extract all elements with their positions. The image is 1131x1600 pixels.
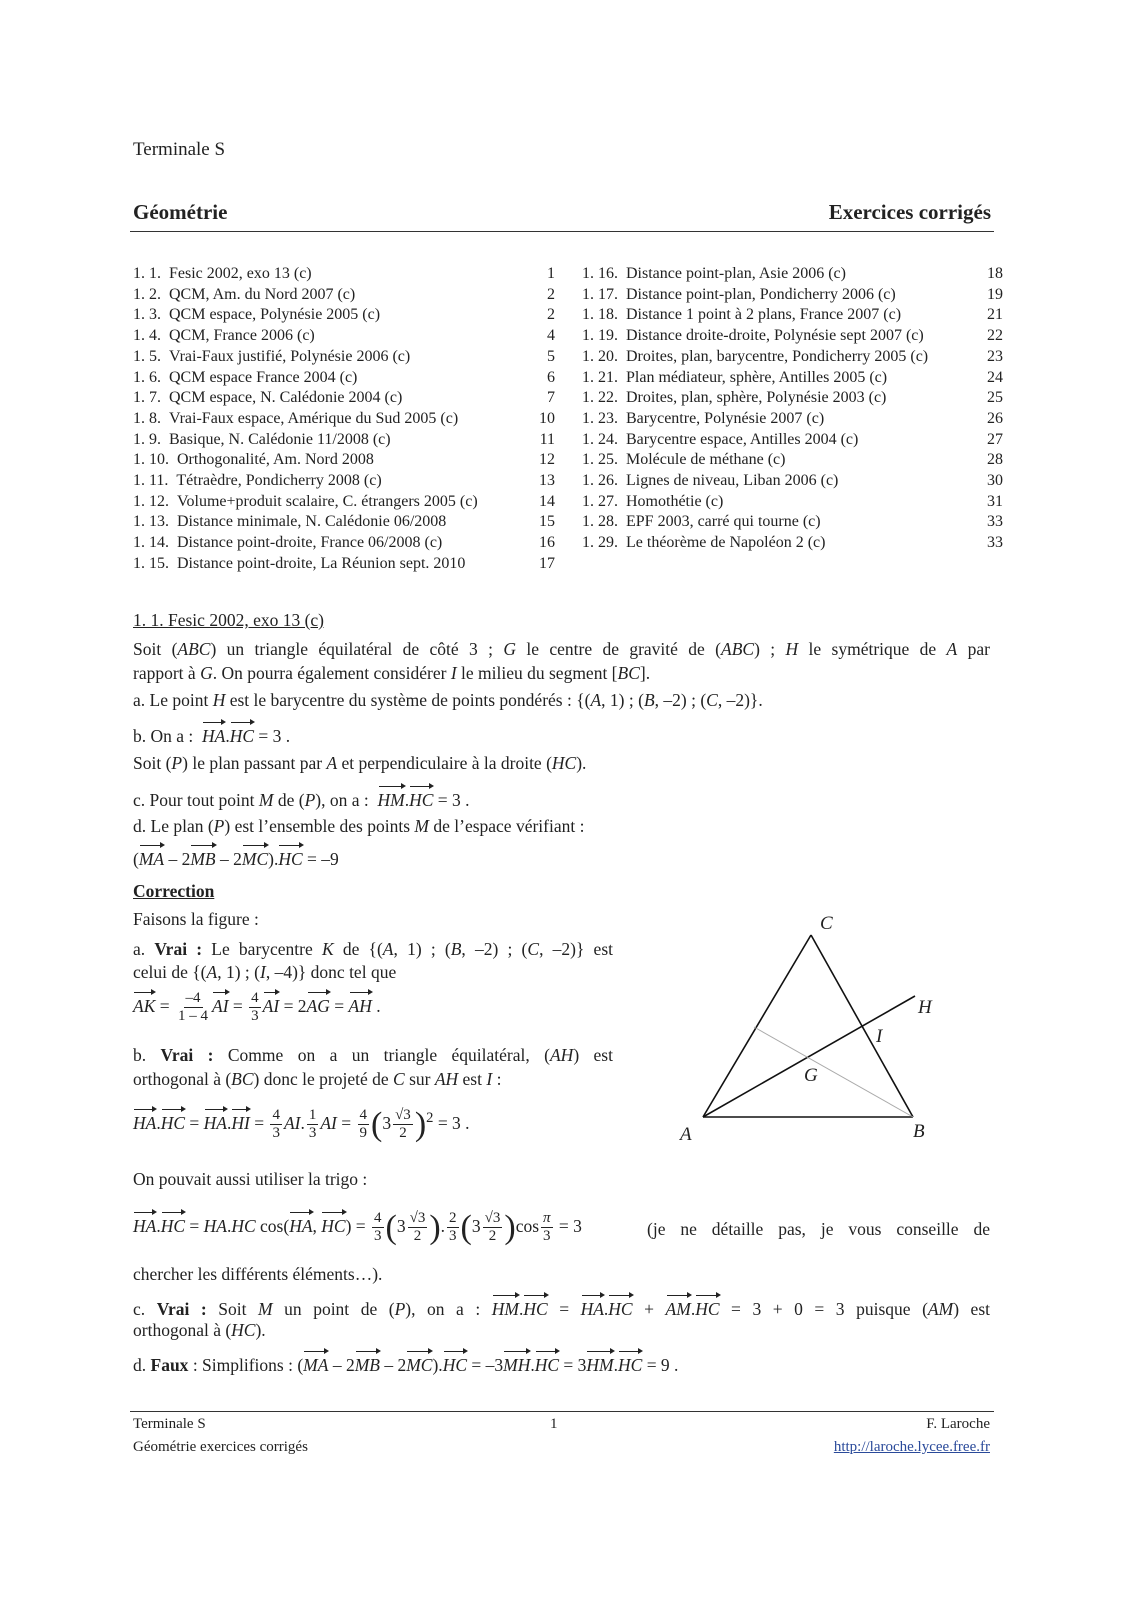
toc-item[interactable] <box>582 263 846 284</box>
statement-c: c. Pour tout point M de (P), on a : HM.HC = 3 . <box>133 784 470 812</box>
statement-line: Soit (ABC) un triangle équilatéral de côté 3 ; G le centre de gravité de (ABC) ; H le symétrique de A par <box>133 639 990 659</box>
toc-item-ref: 1. 22. <box>582 389 626 407</box>
side-ac <box>703 935 811 1117</box>
toc-item-title: EPF 2003, carré qui tourne (c) <box>626 513 821 531</box>
answer-c-line1: c. Vrai : Soit M un point de (P), on a : HM.HC = HA.HC + AM.HC = 3 + 0 = 3 puisque (AM) est <box>133 1293 990 1321</box>
toc-item-ref: 1. 12. <box>133 492 177 510</box>
median-bg <box>754 1027 913 1117</box>
toc-item-ref: 1. 6. <box>133 368 169 386</box>
toc-item-page: 16 <box>539 534 555 552</box>
toc-item-title: Plan médiateur, sphère, Antilles 2005 (c) <box>626 368 888 386</box>
toc-item[interactable] <box>133 511 446 532</box>
toc-item[interactable] <box>582 325 924 346</box>
label-a: A <box>680 1124 692 1145</box>
toc-item-page: 33 <box>987 513 1003 531</box>
toc-item-ref: 1. 17. <box>582 285 626 303</box>
toc-item-page: 17 <box>539 554 555 572</box>
toc-item[interactable] <box>133 346 410 367</box>
toc-item[interactable] <box>582 346 928 367</box>
toc-item-title: Molécule de méthane (c) <box>626 451 786 469</box>
toc-item-title: QCM, Am. du Nord 2007 (c) <box>169 285 356 303</box>
label-h: H <box>918 997 932 1018</box>
toc-item-title: QCM espace France 2004 (c) <box>169 368 358 386</box>
toc-item-title: Distance droite-droite, Polynésie sept 2007 (c) <box>626 327 924 345</box>
toc-item-page: 27 <box>987 430 1003 448</box>
toc-item-ref: 1. 29. <box>582 534 626 552</box>
toc-item-title: Distance minimale, N. Calédonie 06/2008 <box>177 513 447 531</box>
footer-subject: Géométrie exercices corrigés <box>133 1439 308 1455</box>
toc-item-page: 21 <box>987 306 1003 324</box>
page-number: 1 <box>550 1416 558 1432</box>
toc-item[interactable] <box>582 284 896 305</box>
faux-label: Faux <box>150 1355 189 1375</box>
toc-item[interactable] <box>133 284 355 305</box>
toc-item[interactable] <box>133 408 458 429</box>
statement-line: rapport à G. On pourra également considérer I le milieu du segment [BC]. <box>133 663 651 683</box>
triangle-figure <box>660 900 980 1160</box>
toc-item[interactable] <box>582 449 785 470</box>
toc-item-ref: 1. 18. <box>582 306 626 324</box>
toc-item-title: QCM, France 2006 (c) <box>169 327 315 345</box>
vrai-label: Vrai : <box>160 1045 214 1065</box>
toc-item[interactable] <box>133 387 402 408</box>
trigo-tail-1: (je ne détaille pas, je vous conseille de <box>647 1219 990 1239</box>
toc-item-ref: 1. 15. <box>133 554 177 572</box>
trigo-intro: On pouvait aussi utiliser la trigo : <box>133 1169 368 1189</box>
toc-item-ref: 1. 14. <box>133 534 177 552</box>
statement-b: b. On a : HA.HC = 3 . <box>133 720 290 748</box>
toc-item-title: Volume+produit scalaire, C. étrangers 2005 (c) <box>177 492 478 510</box>
footer-url-link[interactable]: http://laroche.lycee.free.fr <box>833 1439 990 1455</box>
toc-item-title: Barycentre espace, Antilles 2004 (c) <box>626 430 859 448</box>
toc-item-title: Tétraèdre, Pondicherry 2008 (c) <box>176 472 382 489</box>
toc-item[interactable] <box>133 470 382 491</box>
label-i: I <box>876 1026 883 1047</box>
toc-item-ref: 1. 20. <box>582 347 626 365</box>
toc-item-title: Barycentre, Polynésie 2007 (c) <box>626 409 825 427</box>
figure-intro: Faisons la figure : <box>133 909 259 929</box>
toc-item-ref: 1. 8. <box>133 409 169 427</box>
toc-item[interactable] <box>133 325 315 346</box>
toc-item-ref: 1. 23. <box>582 409 626 427</box>
toc-item-ref: 1. 26. <box>582 472 626 489</box>
toc-item-title: Distance point-droite, La Réunion sept. 2010 <box>177 554 466 572</box>
toc-item-page: 30 <box>987 472 1003 489</box>
toc-item-page: 13 <box>539 472 555 489</box>
toc-item-page: 14 <box>539 492 555 510</box>
toc-item-ref: 1. 25. <box>582 451 626 469</box>
statement-d: d. Le plan (P) est l’ensemble des points M de l’espace vérifiant : <box>133 816 585 836</box>
answer-d: d. Faux : Simplifions : (MA – 2MB – 2MC).HC = –3MH.HC = 3HM.HC = 9 . <box>133 1349 678 1377</box>
answer-b-eq: HA.HC = HA.HI = $\frac{4}{3}$ AI. $\frac{1}{3}$ AI = $\frac{4}{9}$ (3 $\frac{√3}{2}$ )$^2$ = 3 . <box>133 1105 470 1143</box>
toc-item-page: 24 <box>987 368 1003 386</box>
toc-item-page: 11 <box>539 430 555 448</box>
footer-rule <box>130 1411 994 1412</box>
toc-item[interactable] <box>582 408 824 429</box>
header-rule <box>130 231 994 232</box>
toc-item-page: 23 <box>987 347 1003 365</box>
line-ah <box>703 996 915 1117</box>
toc-item-ref: 1. 3. <box>133 306 169 324</box>
toc-item-ref: 1. 4. <box>133 327 169 345</box>
toc-item[interactable] <box>133 429 391 450</box>
toc-item-title: Orthogonalité, Am. Nord 2008 <box>177 451 374 469</box>
toc-item-title: Basique, N. Calédonie 11/2008 (c) <box>169 430 391 448</box>
toc-item-page: 7 <box>547 389 555 407</box>
answer-a-line2: celui de {(A, 1) ; (I, –4)} donc tel que <box>133 962 397 982</box>
toc-item-title: Distance point-droite, France 06/2008 (c) <box>177 534 443 552</box>
toc-item-page: 15 <box>539 513 555 531</box>
toc-item-page: 26 <box>987 409 1003 427</box>
answer-c-line2: orthogonal à (HC). <box>133 1320 266 1340</box>
exercise-heading[interactable]: 1. 1. Fesic 2002, exo 13 (c) <box>133 610 325 630</box>
doc-type: Exercices corrigés <box>828 200 991 224</box>
answer-a-eq: AK = $\frac{-4}{1 - 4}$ AI = $\frac{4}{3}$ AI = 2AG = AH . <box>133 990 381 1025</box>
toc-item-page: 1 <box>547 265 555 282</box>
toc-item-page: 10 <box>539 409 555 427</box>
vrai-label: Vrai : <box>156 1299 207 1319</box>
toc-item-ref: 1. 19. <box>582 327 626 345</box>
toc-item[interactable] <box>582 470 838 491</box>
footer-author: F. Laroche <box>926 1416 990 1432</box>
toc-item-ref: 1. 9. <box>133 430 169 448</box>
toc-item-page: 4 <box>547 327 555 345</box>
toc-item-title: Vrai-Faux espace, Amérique du Sud 2005 (c) <box>169 409 459 427</box>
toc-item-page: 28 <box>987 451 1003 469</box>
toc-item-page: 25 <box>987 389 1003 407</box>
toc-item-ref: 1. 21. <box>582 368 626 386</box>
toc-item-title: Homothétie (c) <box>626 492 724 510</box>
toc-item[interactable] <box>582 511 821 532</box>
toc-item-ref: 1. 7. <box>133 389 169 407</box>
toc-item[interactable] <box>133 263 312 284</box>
toc-item-page: 31 <box>987 492 1003 510</box>
toc-item-title: Lignes de niveau, Liban 2006 (c) <box>626 472 839 489</box>
answer-b-line2: orthogonal à (BC) donc le projeté de C sur AH est I : <box>133 1069 502 1089</box>
label-g: G <box>804 1065 818 1086</box>
toc-item[interactable] <box>582 367 887 388</box>
toc-item-title: QCM espace, N. Calédonie 2004 (c) <box>169 389 403 407</box>
statement-a: a. Le point H est le barycentre du système de points pondérés : {(A, 1) ; (B, –2) ; (C, –2)}. <box>133 690 763 710</box>
toc-item-ref: 1. 27. <box>582 492 626 510</box>
trigo-eq: HA.HC = HA.HC cos(HA, HC) = $\frac{4}{3}$ (3 $\frac{√3}{2}$ ). $\frac{2}{3}$ (3 $\frac{√3}{2}$ )cos $\frac{\pi}{3}$ = 3 <box>133 1208 582 1246</box>
statement-plane: Soit (P) le plan passant par A et perpendiculaire à la droite (HC). <box>133 753 587 773</box>
toc-item-ref: 1. 5. <box>133 347 169 365</box>
toc-item[interactable] <box>133 304 380 325</box>
toc-item-page: 33 <box>987 534 1003 552</box>
toc-item-page: 2 <box>547 285 555 303</box>
label-b: B <box>913 1121 925 1142</box>
toc-item-title: Droites, plan, barycentre, Pondicherry 2005 (c) <box>626 347 929 365</box>
toc-item-ref: 1. 10. <box>133 451 177 469</box>
toc-item-page: 2 <box>547 306 555 324</box>
vrai-label: Vrai : <box>154 939 203 959</box>
toc-item-page: 6 <box>547 368 555 386</box>
toc-item-page: 5 <box>547 347 555 365</box>
toc-item-ref: 1. 11. <box>133 472 177 489</box>
toc-item-page: 22 <box>987 327 1003 345</box>
label-c: C <box>820 913 833 934</box>
toc-item-ref: 1. 24. <box>582 430 626 448</box>
toc-item-title: Distance point-plan, Asie 2006 (c) <box>626 265 846 282</box>
toc-item[interactable] <box>133 491 478 512</box>
footer-class: Terminale S <box>133 1416 206 1432</box>
toc-item-ref: 1. 16. <box>582 265 626 282</box>
toc-item-page: 19 <box>987 285 1003 303</box>
trigo-tail-2: chercher les différents éléments…). <box>133 1264 383 1284</box>
toc-item-ref: 1. 28. <box>582 513 626 531</box>
answer-b-line1: b. Vrai : Comme on a un triangle équilatéral, (AH) est <box>133 1045 613 1065</box>
toc-item-title: QCM espace, Polynésie 2005 (c) <box>169 306 381 324</box>
toc-item[interactable] <box>133 367 357 388</box>
toc-item-ref: 1. 2. <box>133 285 169 303</box>
toc-item-title: Fesic 2002, exo 13 (c) <box>169 265 312 282</box>
toc-item[interactable] <box>582 532 825 553</box>
toc-item-title: Distance point-plan, Pondicherry 2006 (c) <box>626 285 896 303</box>
toc-item[interactable] <box>133 532 442 553</box>
toc-item-title: Droites, plan, sphère, Polynésie 2003 (c) <box>626 389 887 407</box>
answer-a-line1: a. Vrai : Le barycentre K de {(A, 1) ; (B, –2) ; (C, –2)} est <box>133 939 614 959</box>
toc-item-page: 18 <box>987 265 1003 282</box>
class-label: Terminale S <box>133 139 226 160</box>
statement-d-eq: (MA – 2MB – 2MC).HC = –9 <box>133 843 339 871</box>
correction-heading: Correction <box>133 881 215 901</box>
toc-item-title: Vrai-Faux justifié, Polynésie 2006 (c) <box>169 347 411 365</box>
toc-item-ref: 1. 13. <box>133 513 177 531</box>
toc-item[interactable] <box>133 449 374 470</box>
toc-item-title: Distance 1 point à 2 plans, France 2007 (c) <box>626 306 902 324</box>
page-title: Géométrie <box>133 200 228 224</box>
toc-item-title: Le théorème de Napoléon 2 (c) <box>626 534 826 552</box>
toc-item[interactable] <box>582 304 901 325</box>
toc-item[interactable] <box>582 429 858 450</box>
toc-item[interactable] <box>133 553 465 574</box>
toc-item-page: 12 <box>539 451 555 469</box>
toc-item[interactable] <box>582 491 723 512</box>
toc-item-ref: 1. 1. <box>133 265 169 282</box>
toc-item[interactable] <box>582 387 886 408</box>
